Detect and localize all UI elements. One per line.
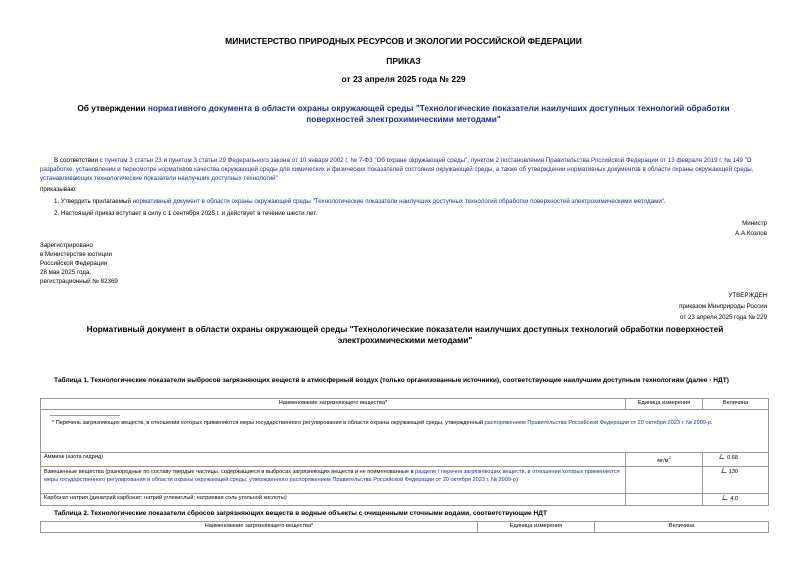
item-1-text: . <box>664 198 666 205</box>
preamble-paragraph <box>40 156 770 183</box>
name-text: Взвешенные вещества (разнородные по составу твердые частицы, содержащиеся в выбросах загрязняющих веществ и не поименованные в <box>44 468 416 475</box>
signature-name: А.А.Козлов <box>735 230 767 237</box>
order-title-link[interactable]: нормативного документа в области охраны окружающей среды "Технологические показатели наилучших доступных технологий обработки поверхностей электрохимическими методами" <box>147 103 730 124</box>
table-2-col-unit: Единица измерения <box>478 522 595 533</box>
registration-line: 28 мая 2025 года, <box>40 269 92 276</box>
table-2 <box>40 521 769 533</box>
approved-line: приказом Минприроды России <box>679 303 767 310</box>
footnote-text: . <box>710 419 713 426</box>
table-1-unit-cell <box>626 466 703 493</box>
item-1-text: 1. Утвердить прилагаемый <box>54 198 133 205</box>
table-1-header-row <box>41 399 769 410</box>
approved-line: от 23 апреля 2025 года № 229 <box>680 314 767 321</box>
table-1-value-cell <box>703 493 769 505</box>
table-1-col-value: Величина <box>703 399 769 410</box>
footnote-text: * Перечень загрязняющих веществ, в отношении которых применяются меры государственного регулирования в области охраны окружающей среды, утвержденный <box>52 419 485 426</box>
doc-type-heading: ПРИКАЗ <box>386 56 421 66</box>
value-text: 4,0 <box>730 495 738 502</box>
table-2-header-row <box>41 522 769 533</box>
table-1-caption: Таблица 1. Технологические показатели выбросов загрязняющих веществ в атмосферный воздух (только организованные источники), соответствующие наилучшим доступным технологиям (далее - НДТ) <box>54 377 729 384</box>
name-text: ) <box>515 476 518 483</box>
orders-word: приказываю: <box>40 186 77 193</box>
table-1-unit-cell: $мг/м^3$ <box>626 452 703 466</box>
table-2-col-name: Наименование загрязняющего вещества* <box>41 522 478 533</box>
order-date-number: от 23 апреля 2025 года № 229 <box>341 74 466 84</box>
table-row <box>41 452 769 466</box>
value-text: 130 <box>728 468 738 475</box>
table-1-footnote-cell <box>41 409 769 452</box>
table-1-name-cell: Аммиак (азота гидрид) <box>41 452 626 466</box>
table-1-name-cell: Карбонат натрия (динатрий карбонат; натрий углекислый; натриевая соль угольной кислоты) <box>41 493 626 505</box>
table-2-caption: Таблица 2. Технологические показатели сбросов загрязняющих веществ в водные объекты с очищенными сточными водами, соответствующие НДТ <box>54 510 547 517</box>
unit-text: мг/м <box>657 457 669 464</box>
signature-position: Министр <box>742 220 767 227</box>
value-text: 0,68 <box>727 454 738 461</box>
item-1 <box>54 197 774 206</box>
table-row <box>41 493 769 505</box>
table-1-footnote-row <box>41 409 769 452</box>
law-link-1[interactable]: пунктом 3 статьи 23 <box>104 157 162 164</box>
item-2: 2. Настоящий приказ вступает в силу с 1 сентября 2025 г. и действует в течение шести лет. <box>54 210 318 217</box>
table-1-value-cell <box>703 466 769 493</box>
registration-line: Российской Федерации <box>40 260 108 267</box>
table-1-footnote <box>44 416 765 428</box>
table-1-col-name: Наименование загрязняющего вещества* <box>41 399 626 410</box>
law-link-2[interactable]: пунктом 3 статьи 29 Федерального закона от 10 января 2002 г. № 7-ФЗ "Об охране окружающей среды" <box>168 157 468 164</box>
table-1-col-unit: Единица измерения <box>626 399 703 410</box>
order-title <box>50 103 757 124</box>
approved-block <box>679 291 767 322</box>
preamble-text: , <box>467 157 471 164</box>
preamble-text: В соответствии с <box>54 157 105 164</box>
decree-link[interactable]: пунктом 2 постановления Правительства Российской Федерации от 13 февраля 2019 г. № 149 "О разработке, установлении и пересмотре нормативов качества окружающей среды для химических и физических показателей состояния окружающей среды, а также об утверждении нормативных документов в области охраны окружающей среды, устанавливающих технологические показатели наилучших доступных технологий" <box>40 157 754 182</box>
registration-line: регистрационный № 82369 <box>40 278 118 285</box>
table-1-unit-cell <box>626 493 703 505</box>
check-mark-icon <box>721 468 728 473</box>
footnote-link[interactable]: распоряжением Правительства Российской Федерации от 20 октября 2023 г. № 2909-р <box>484 419 711 426</box>
ministry-heading: МИНИСТЕРСТВО ПРИРОДНЫХ РЕСУРСОВ И ЭКОЛОГИИ РОССИЙСКОЙ ФЕДЕРАЦИИ <box>225 36 582 46</box>
check-mark-icon <box>722 495 729 500</box>
table-1 <box>40 398 769 506</box>
list-section-link[interactable]: разделе I перечня загрязняющих веществ, в отношении которых применяются меры государственного регулирования в области охраны окружающей среды, утвержденного распоряжением Правительства Российской Федерации от 20 октября 2023 г. № 2909-р <box>44 468 620 483</box>
registration-line: в Министерстве юстиции <box>40 251 113 258</box>
approved-line: УТВЕРЖДЕН <box>728 292 767 299</box>
table-1-name-cell <box>41 466 626 493</box>
table-row <box>41 466 769 493</box>
item-1-link[interactable]: нормативный документ в области охраны окружающей среды "Технологические показатели наилучших доступных технологий обработки поверхностей электрохимическими методами" <box>132 198 665 205</box>
table-1-value-cell <box>703 452 769 466</box>
table-2-col-value: Величина <box>595 522 769 533</box>
order-title-prefix: Об утверждении <box>77 103 148 113</box>
preamble-text: и <box>161 157 169 164</box>
normative-title: Нормативный документ в области охраны окружающей среды "Технологические показатели наилучших доступных технологий обработки поверхностей электрохимическими методами" <box>86 324 724 345</box>
check-mark-icon <box>719 454 726 459</box>
registration-line: Зарегистрировано <box>40 242 93 249</box>
registration-block <box>40 241 118 286</box>
